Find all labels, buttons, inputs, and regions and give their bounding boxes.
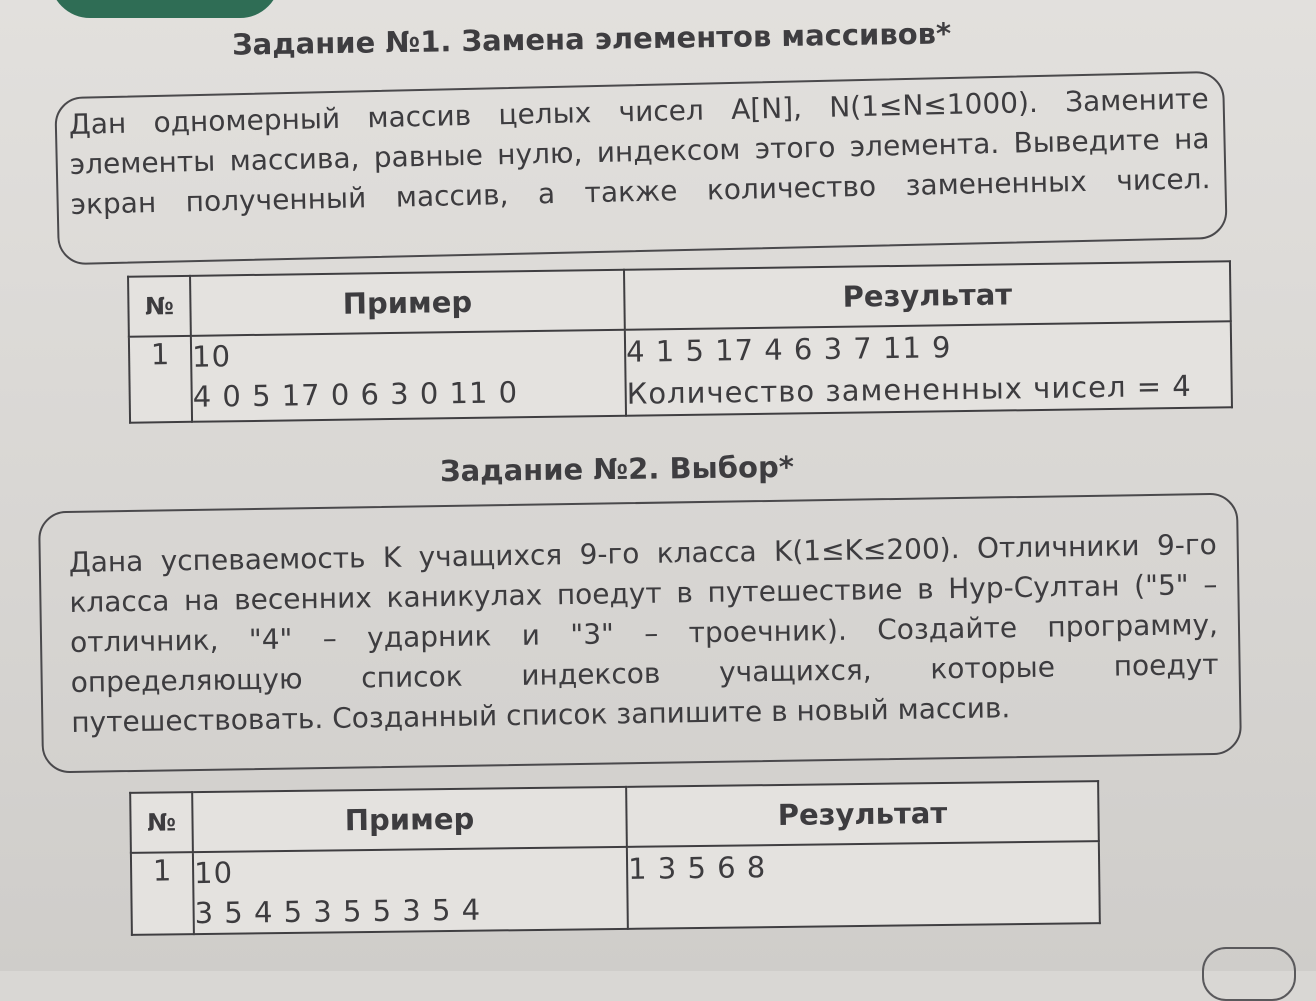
task1-title: Задание №1. Замена элементов массивов*: [231, 16, 952, 62]
result-line-2: Количество замененных чисел = 4: [626, 368, 1192, 411]
task2-example-table: [129, 780, 1101, 936]
result-line-1: 4 1 5 17 4 6 3 7 11 9: [625, 330, 952, 369]
task1-text-box: [54, 71, 1228, 266]
sample-cell: [191, 330, 626, 422]
task1-text: Дан одномерный массив целых чисел A[N], N(1≤N≤1000). Замените элементы массива, равные нулю, индексом этого элемента. Выведите на экран полученный массив, а также количество замененных чисел.: [68, 82, 1211, 221]
col-sample-header: Пример: [190, 270, 625, 336]
sample-line-2: 4 0 5 17 0 6 3 0 11 0: [192, 375, 519, 414]
sample-line-1: 10: [191, 339, 232, 374]
col-result-header: Результат: [624, 261, 1231, 329]
col-result-header: Результат: [626, 781, 1099, 847]
result-cell: [625, 321, 1232, 415]
sample-cell: [193, 847, 628, 934]
table-row: [131, 841, 1100, 935]
chapter-tab: [50, 0, 280, 18]
result-cell: [627, 841, 1100, 929]
task2-text: Дана успеваемость K учащихся 9-го класса K(1≤K≤200). Отличники 9-го класса на весенних каникулах поедут в путешествие в Нур-Султан ("5" – отличник, "4" – ударник и "3" – троечник). Создайте программу, определяющую список индексов учащихся, которые поедут путешествовать. Созданный список запишите в новый массив.: [68, 527, 1219, 739]
col-num-header: №: [128, 276, 191, 337]
table-row: [129, 321, 1232, 422]
page-corner-shape: [1202, 947, 1296, 1001]
row-num: 1: [131, 852, 194, 935]
task1-example-table: [127, 260, 1233, 423]
row-num: 1: [129, 336, 192, 423]
sample-line-1: 10: [193, 855, 234, 891]
sample-line-2: 3 5 4 5 3 5 5 3 5 4: [194, 892, 482, 931]
task2-text-box: [38, 493, 1242, 774]
task2-title: Задание №2. Выбор*: [439, 449, 795, 489]
col-sample-header: Пример: [192, 787, 627, 852]
result-line-1: 1 3 5 6 8: [627, 850, 767, 886]
col-num-header: №: [130, 792, 193, 853]
